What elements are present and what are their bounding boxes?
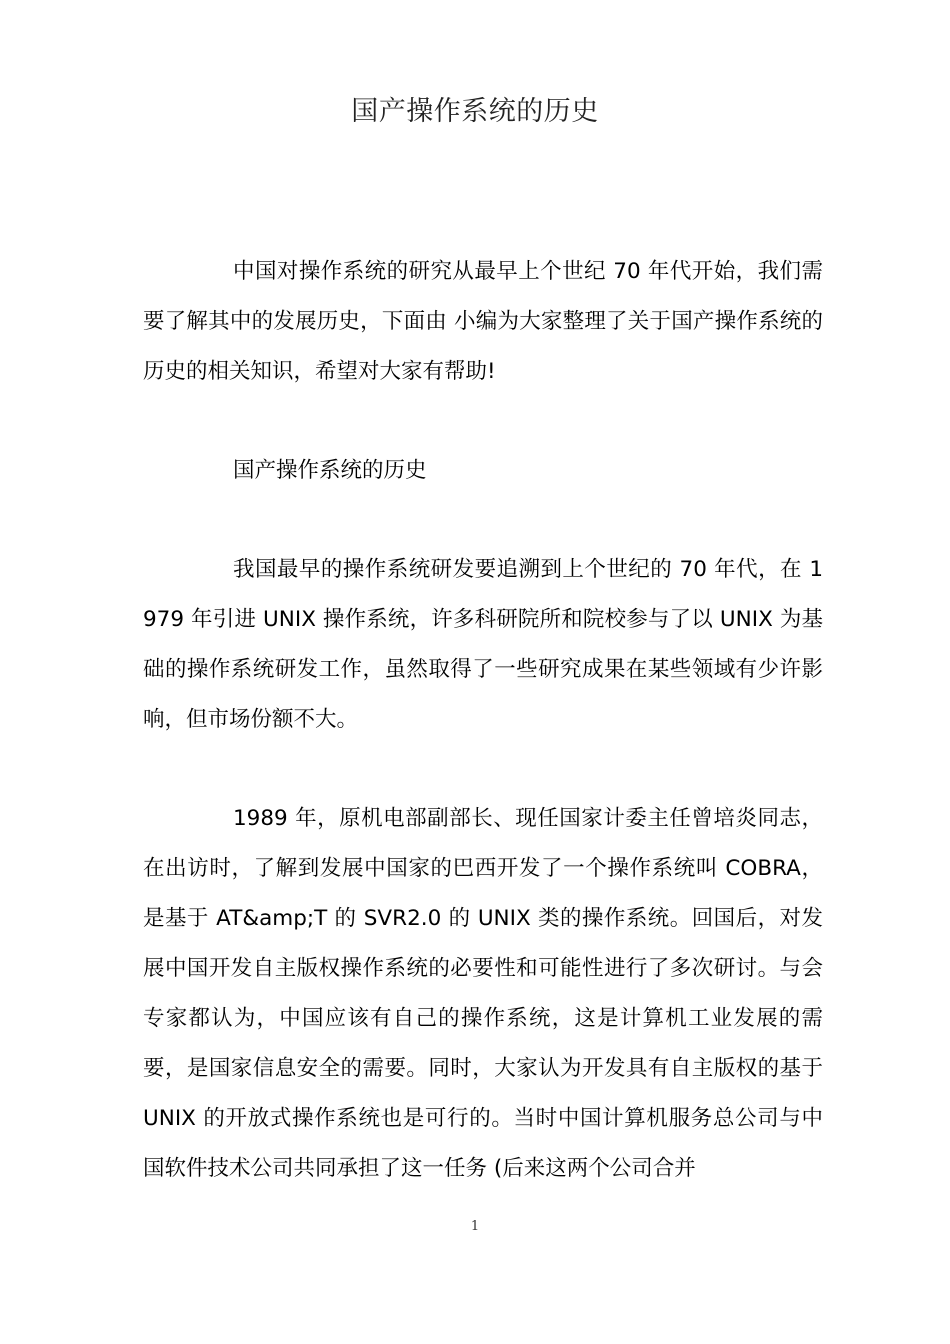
intro-paragraph: 中国对操作系统的研究从最早上个世纪 70 年代开始，我们需要了解其中的发展历史，下面由 小编为大家整理了关于国产操作系统的历史的相关知识，希望对大家有帮助! xyxy=(143,259,823,384)
section-heading: 国产操作系统的历史 xyxy=(233,458,427,483)
document-body xyxy=(143,247,823,1194)
document-title: 国产操作系统的历史 xyxy=(351,96,599,127)
history-paragraph-1970s: 我国最早的操作系统研发要追溯到上个世纪的 70 年代，在 1979 年引进 UNIX 操作系统，许多科研院所和院校参与了以 UNIX 为基础的操作系统研发工作，虽然取得了一些研究成果在某些领域有少许影响，但市场份额不大。 xyxy=(143,557,823,732)
history-paragraph-1989: 1989 年，原机电部副部长、现任国家计委主任曾培炎同志，在出访时，了解到发展中国家的巴西开发了一个操作系统叫 COBRA，是基于 AT&amp;T 的 SVR2.0 的 UNIX 类的操作系统。回国后，对发展中国开发自主版权操作系统的必要性和可能性进行了多次研讨。与会专家都认为，中国应该有自己的操作系统，这是计算机工业发展的需要，是国家信息安全的需要。同时，大家认为开发具有自主版权的基于 UNIX 的开放式操作系统也是可行的。当时中国计算机服务总公司与中国软件技术公司共同承担了这一任务 (后来这两个公司合并 xyxy=(143,806,823,1181)
page-number: 1 xyxy=(470,1219,480,1234)
